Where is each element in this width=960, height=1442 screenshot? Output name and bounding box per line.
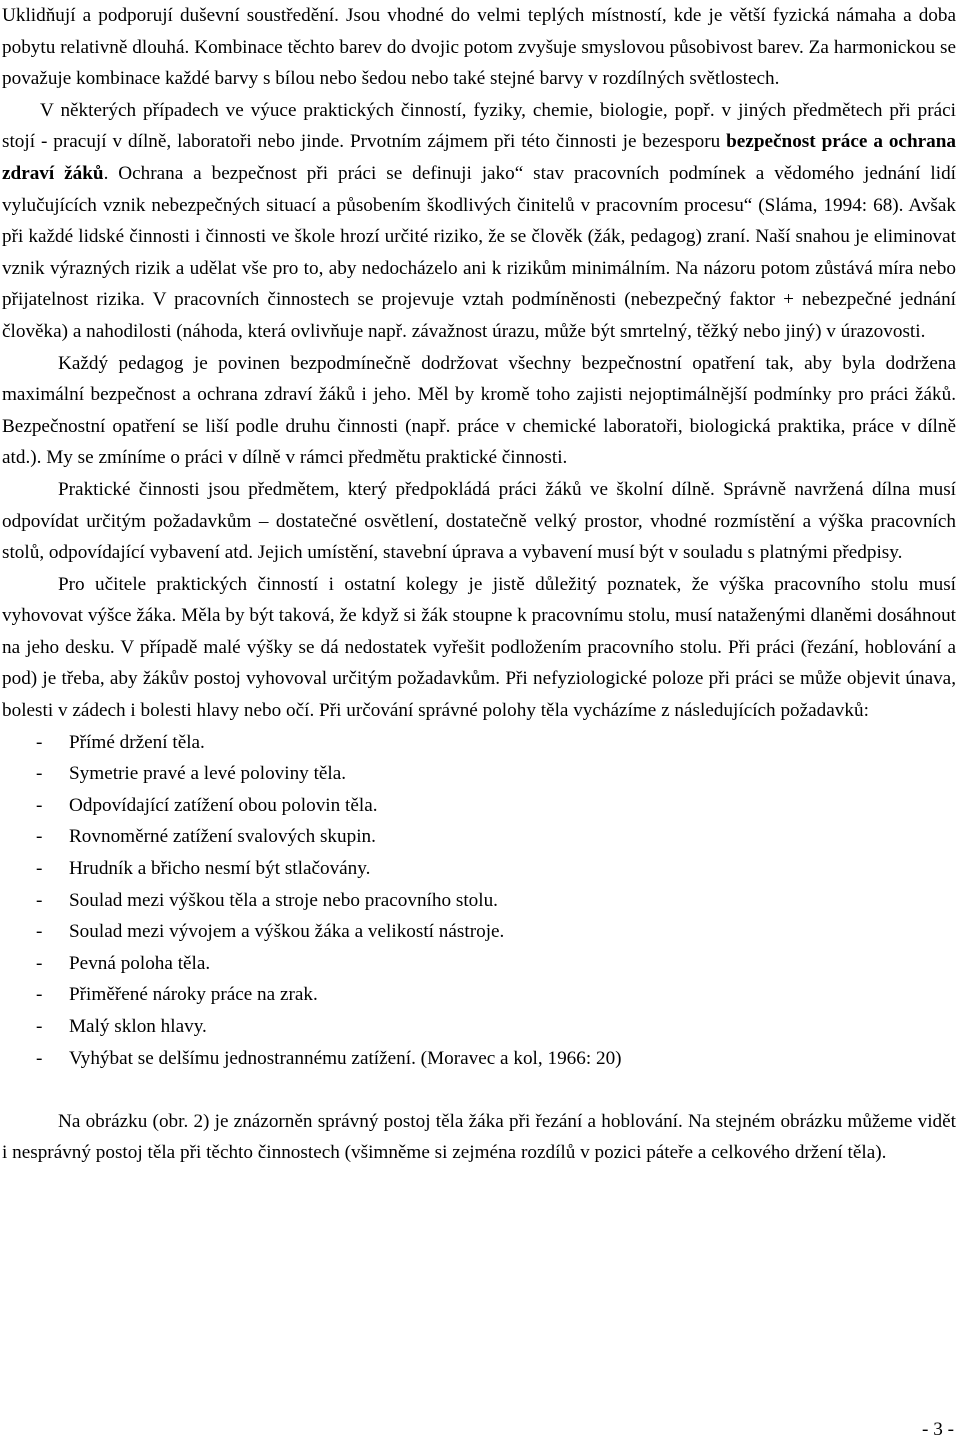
list-item [2, 758, 956, 790]
list-item [2, 853, 956, 885]
paragraph-workshop: Praktické činnosti jsou předmětem, který předpokládá práci žáků ve školní dílně. Správně navržená dílna musí odpovídat určitým požadavkům – dostatečné osvětlení, dostatečně velký prostor, vhodné rozmístění a výška pracovních stolů, odpovídající vybavení atd. Jejich umístění, stavební úprava a vybavení musí být v souladu s platnými předpisy. [2, 478, 956, 564]
list-item-text: Soulad mezi vývojem a výškou žáka a velikostí nástroje. [69, 921, 505, 943]
list-item [2, 979, 956, 1011]
list-item-text: Pevná poloha těla. [69, 952, 211, 974]
requirements-list [2, 727, 956, 1075]
list-dash: - [36, 731, 43, 753]
list-item [2, 727, 956, 759]
list-dash: - [36, 794, 43, 816]
list-item-text: Vyhýbat se delšímu jednostrannému zatížení. (Moravec a kol, 1966: 20) [69, 1047, 622, 1069]
list-item [2, 790, 956, 822]
list-item [2, 821, 956, 853]
paragraph-table-height: Pro učitele praktických činností i ostatní kolegy je jistě důležitý poznatek, že výška pracovního stolu musí vyhovovat výšce žáka. Měla by být taková, že když si žák stoupne k pracovnímu stolu, musí nataženými dlaněmi dosáhnout na jeho desku. V případě malé výšky se dá nedostatek vyřešit podložením pracovního stolu. Při práci (řezání, hoblování a pod) je třeba, aby žákův postoj vyhovoval určitým požadavkům. Při nefyziologické poloze při práci se může objevit únava, bolesti v zádech i bolesti hlavy nebo očí. Při určování správné polohy těla vycházíme z následujících požadavků: [2, 573, 956, 722]
list-item-text: Rovnoměrné zatížení svalových skupin. [69, 826, 376, 848]
list-item-text: Malý sklon hlavy. [69, 1016, 207, 1037]
list-item [2, 916, 956, 948]
list-dash: - [36, 1047, 43, 1069]
list-item [2, 1011, 956, 1043]
page-number: - 3 - [922, 1419, 954, 1440]
paragraph-safety-text-b: . Ochrana a bezpečnost při práci se definuji jako“ stav pracovních podmínek a vědomého jednání lidí vylučujících vznik nebezpečných situací a působením škodlivých činitelů v pracovním procesu“ (Sláma, 1994: 68). Avšak při každé lidské činnosti i činnosti ve škole hrozí určité riziko, že se člověk (žák, pedagog) zraní. Naší snahou je eliminovat vznik výrazných rizik a udělat vše pro to, aby nedocházelo ani k rizikům minimálním. Na názoru potom zůstává míra nebo přijatelnost rizika. V pracovních činnostech se projevuje vztah podmíněnosti (nebezpečný faktor + nebezpečné jednání člověka) a nahodilosti (náhoda, která ovlivňuje např. závažnost úrazu, může být smrtelný, těžký nebo jiný) v úrazovosti. [2, 162, 956, 342]
list-dash: - [36, 984, 43, 1006]
list-item [2, 885, 956, 917]
list-item-text: Přímé držení těla. [69, 731, 205, 753]
list-dash: - [36, 858, 43, 880]
list-dash: - [36, 889, 43, 911]
list-item [2, 948, 956, 980]
list-dash: - [36, 921, 43, 943]
list-item-text: Symetrie pravé a levé poloviny těla. [69, 763, 347, 785]
list-item-text: Přiměřené nároky práce na zrak. [69, 984, 318, 1006]
paragraph-safety-bold: bezpečnost práce a ochrana zdraví žáků [2, 131, 956, 184]
list-item-text: Hrudník a břicho nesmí být stlačovány. [69, 858, 371, 880]
list-item-text: Odpovídající zatížení obou polovin těla. [69, 794, 378, 816]
list-dash: - [36, 1016, 43, 1037]
list-dash: - [36, 826, 43, 848]
list-dash: - [36, 952, 43, 974]
paragraph-teacher-duty: Každý pedagog je povinen bezpodmínečně dodržovat všechny bezpečnostní opatření tak, aby byla dodržena maximální bezpečnost a ochrana zdraví žáků i jeho. Měl by kromě toho zajisti nejoptimálnější podmínky pro práci žáků. Bezpečnostní opatření se liší podle druhu činnosti (např. práce v chemické laboratoři, biologická praktika, práce v dílně atd.). My se zmíníme o práci v dílně v rámci předmětu praktické činnosti. [2, 352, 956, 469]
document-page [2, 0, 956, 1169]
blank-line [2, 1074, 956, 1106]
paragraph-safety [2, 95, 956, 348]
list-item-text: Soulad mezi výškou těla a stroje nebo pracovního stolu. [69, 889, 498, 911]
list-item [2, 1043, 956, 1075]
list-dash: - [36, 763, 43, 785]
paragraph-colors: Uklidňují a podporují duševní soustředění. Jsou vhodné do velmi teplých místností, kde je větší fyzická námaha a doba pobytu relativně dlouhá. Kombinace těchto barev do dvojic potom zvyšuje smyslovou působivost barev. Za harmonickou se považuje kombinace každé barvy s bílou nebo šedou nebo také stejné barvy v rozdílných světlostech. [2, 5, 956, 90]
paragraph-safety-text-a: V některých případech ve výuce praktických činností, fyziky, chemie, biologie, popř. v jiných předmětech při práci stojí - pracují v dílně, laboratoři nebo jinde. Prvotním zájmem při této činnosti je bezesporu [2, 99, 956, 153]
paragraph-figure-reference: Na obrázku (obr. 2) je znázorněn správný postoj těla žáka při řezání a hoblování. Na stejném obrázku můžeme vidět i nesprávný postoj těla při těchto činnostech (všimněme si zejména rozdílů v pozici páteře a celkového držení těla). [2, 1110, 956, 1164]
